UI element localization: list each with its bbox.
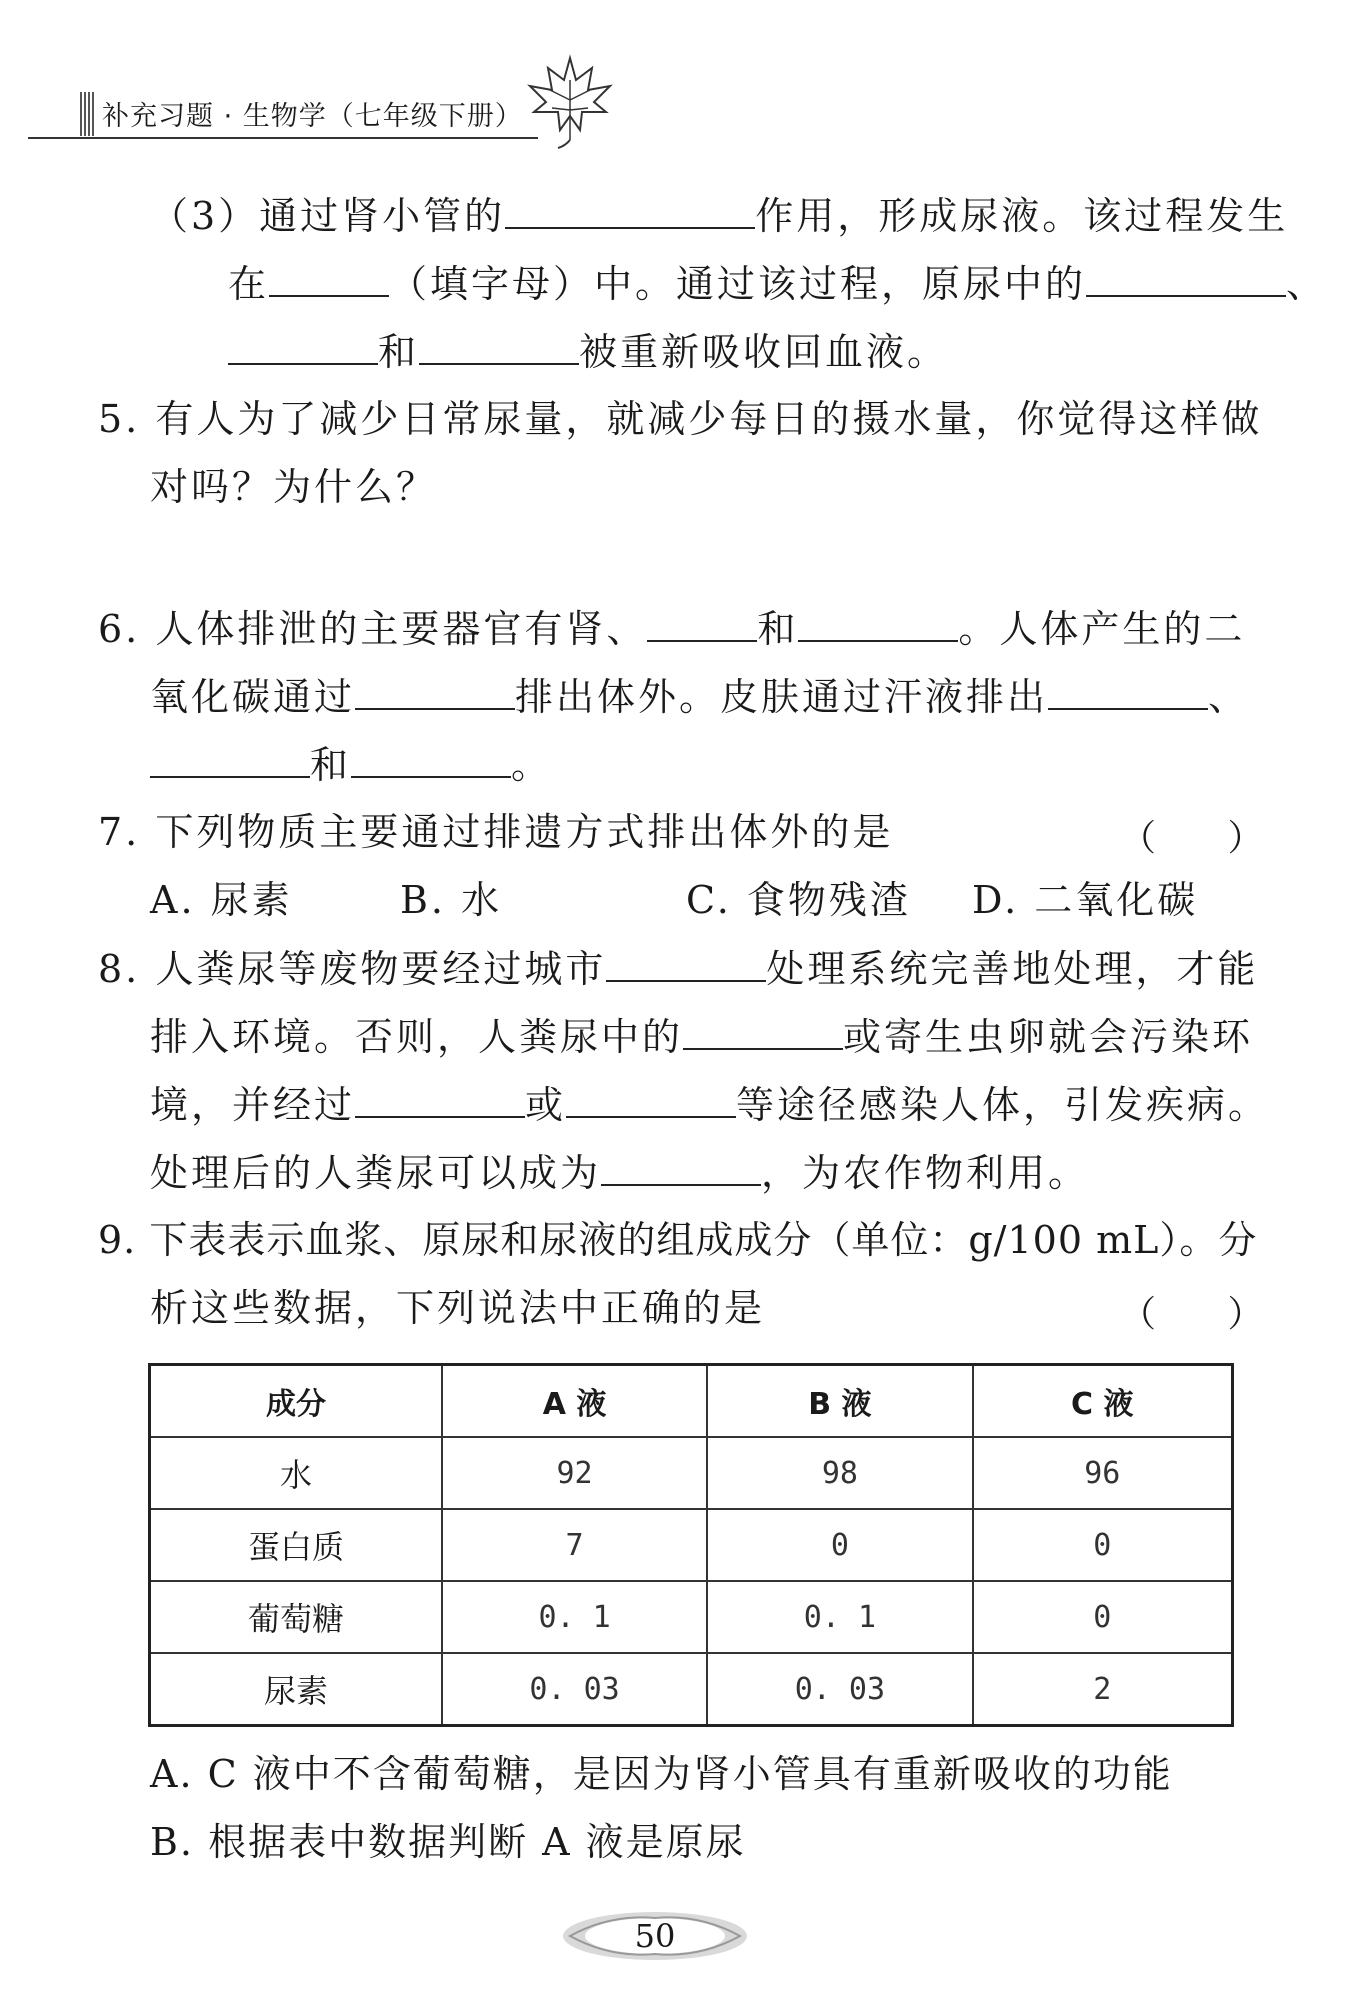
table-cell: 蛋白质 bbox=[150, 1509, 442, 1581]
maple-leaf-icon bbox=[520, 50, 620, 150]
q6-line2 bbox=[150, 674, 1249, 719]
table-cell: 7 bbox=[442, 1509, 707, 1581]
q4-3-line3 bbox=[228, 329, 948, 374]
fill-blank[interactable] bbox=[150, 742, 310, 778]
q8-line4 bbox=[150, 1150, 1089, 1195]
table-cell: 尿素 bbox=[150, 1653, 442, 1726]
fill-blank[interactable] bbox=[601, 1150, 761, 1186]
table-header-row bbox=[150, 1365, 1233, 1438]
fill-blank[interactable] bbox=[269, 261, 389, 297]
q8-line1 bbox=[98, 946, 1258, 991]
text: 和 bbox=[310, 743, 352, 787]
text: 排出体外。皮肤通过汗液排出 bbox=[515, 675, 1049, 719]
table-cell: 98 bbox=[707, 1437, 972, 1509]
fill-blank[interactable] bbox=[228, 329, 378, 365]
text: （填字母）中。通过该过程，原尿中的 bbox=[389, 262, 1087, 306]
fill-blank[interactable] bbox=[351, 742, 511, 778]
fill-blank[interactable] bbox=[1048, 674, 1208, 710]
fill-blank[interactable] bbox=[647, 606, 757, 642]
text: 处理系统完善地处理，才能 bbox=[766, 947, 1259, 991]
text: 和 bbox=[378, 330, 420, 374]
fill-blank[interactable] bbox=[566, 1082, 736, 1118]
fill-blank[interactable] bbox=[505, 193, 755, 229]
text: 等途径感染人体，引发疾病。 bbox=[736, 1083, 1270, 1127]
q7-option-d[interactable]: D. 二氧化碳 bbox=[972, 878, 1199, 922]
table-cell: 96 bbox=[973, 1437, 1233, 1509]
header-stripe bbox=[80, 92, 94, 136]
fill-blank[interactable] bbox=[606, 946, 766, 982]
fill-blank[interactable] bbox=[683, 1014, 843, 1050]
table-cell: 0. 1 bbox=[707, 1581, 972, 1653]
table-cell: 0. 03 bbox=[707, 1653, 972, 1726]
table-cell: 0. 03 bbox=[442, 1653, 707, 1726]
table-cell: 葡萄糖 bbox=[150, 1581, 442, 1653]
q4-3-line1 bbox=[150, 193, 1288, 238]
page-number-badge bbox=[560, 1908, 750, 1964]
table-row bbox=[150, 1437, 1233, 1509]
text: 在 bbox=[228, 262, 270, 306]
table-cell: 2 bbox=[973, 1653, 1233, 1726]
text: 或 bbox=[525, 1083, 567, 1127]
q7-option-c[interactable]: C. 食物残渣 bbox=[686, 878, 911, 922]
table-header-cell: B 液 bbox=[707, 1365, 972, 1438]
text: 。人体产生的二 bbox=[958, 607, 1246, 651]
table-row bbox=[150, 1509, 1233, 1581]
fill-blank[interactable] bbox=[1086, 261, 1286, 297]
q8-line3 bbox=[150, 1082, 1269, 1127]
q9-answer-paren[interactable]: （ ） bbox=[1120, 1294, 1294, 1335]
fill-blank[interactable] bbox=[355, 674, 515, 710]
q6-line1 bbox=[98, 606, 1245, 651]
q5-line2: 对吗？为什么？ bbox=[150, 465, 438, 509]
table-row bbox=[150, 1653, 1233, 1726]
table-row bbox=[150, 1581, 1233, 1653]
q9-line1: 9. 下表表示血浆、原尿和尿液的组成成分（单位：g/100 mL）。分 bbox=[98, 1218, 1258, 1262]
text: 和 bbox=[757, 607, 799, 651]
text: 氧化碳通过 bbox=[150, 675, 356, 719]
page-number: 50 bbox=[634, 1917, 676, 1955]
table-cell: 水 bbox=[150, 1437, 442, 1509]
q7-option-b[interactable]: B. 水 bbox=[400, 878, 503, 922]
q9-line2: 析这些数据，下列说法中正确的是 bbox=[150, 1286, 766, 1330]
table-cell: 0 bbox=[707, 1509, 972, 1581]
table-header-cell: 成分 bbox=[150, 1365, 442, 1438]
header-rule bbox=[28, 137, 538, 139]
fill-blank[interactable] bbox=[419, 329, 579, 365]
composition-table bbox=[148, 1363, 1234, 1727]
text: 作用，形成尿液。该过程发生 bbox=[755, 194, 1289, 238]
fill-blank[interactable] bbox=[798, 606, 958, 642]
q5-line1: 5. 有人为了减少日常尿量，就减少每日的摄水量，你觉得这样做 bbox=[98, 397, 1263, 441]
text: 被重新吸收回血液。 bbox=[579, 330, 949, 374]
header-title: 补充习题 · 生物学（七年级下册） bbox=[102, 101, 523, 132]
text: 8. 人粪尿等废物要经过城市 bbox=[98, 947, 607, 991]
text: 6. 人体排泄的主要器官有肾、 bbox=[98, 607, 648, 651]
table-header-cell: A 液 bbox=[442, 1365, 707, 1438]
table-header-cell: C 液 bbox=[973, 1365, 1233, 1438]
q8-line2 bbox=[150, 1014, 1253, 1059]
text: ，为农作物利用。 bbox=[761, 1151, 1090, 1195]
q7-option-a[interactable]: A. 尿素 bbox=[150, 878, 293, 922]
table-cell: 0. 1 bbox=[442, 1581, 707, 1653]
text: （3）通过肾小管的 bbox=[150, 194, 506, 238]
q9-option-b[interactable]: B. 根据表中数据判断 A 液是原尿 bbox=[150, 1820, 746, 1864]
text: 。 bbox=[511, 743, 553, 787]
q7-stem: 7. 下列物质主要通过排遗方式排出体外的是 bbox=[98, 810, 894, 854]
text: 或寄生虫卵就会污染环 bbox=[843, 1015, 1254, 1059]
text: 境，并经过 bbox=[150, 1083, 356, 1127]
table-cell: 0 bbox=[973, 1509, 1233, 1581]
q9-option-a[interactable]: A. C 液中不含葡萄糖，是因为肾小管具有重新吸收的功能 bbox=[150, 1752, 1173, 1796]
table-cell: 0 bbox=[973, 1581, 1233, 1653]
q6-line3 bbox=[150, 742, 552, 787]
text: 排入环境。否则，人粪尿中的 bbox=[150, 1015, 684, 1059]
q7-answer-paren[interactable]: （ ） bbox=[1120, 818, 1294, 859]
text: 、 bbox=[1286, 262, 1328, 306]
text: 、 bbox=[1208, 675, 1250, 719]
fill-blank[interactable] bbox=[355, 1082, 525, 1118]
text: 处理后的人粪尿可以成为 bbox=[150, 1151, 602, 1195]
table-cell: 92 bbox=[442, 1437, 707, 1509]
q4-3-line2 bbox=[228, 261, 1327, 306]
